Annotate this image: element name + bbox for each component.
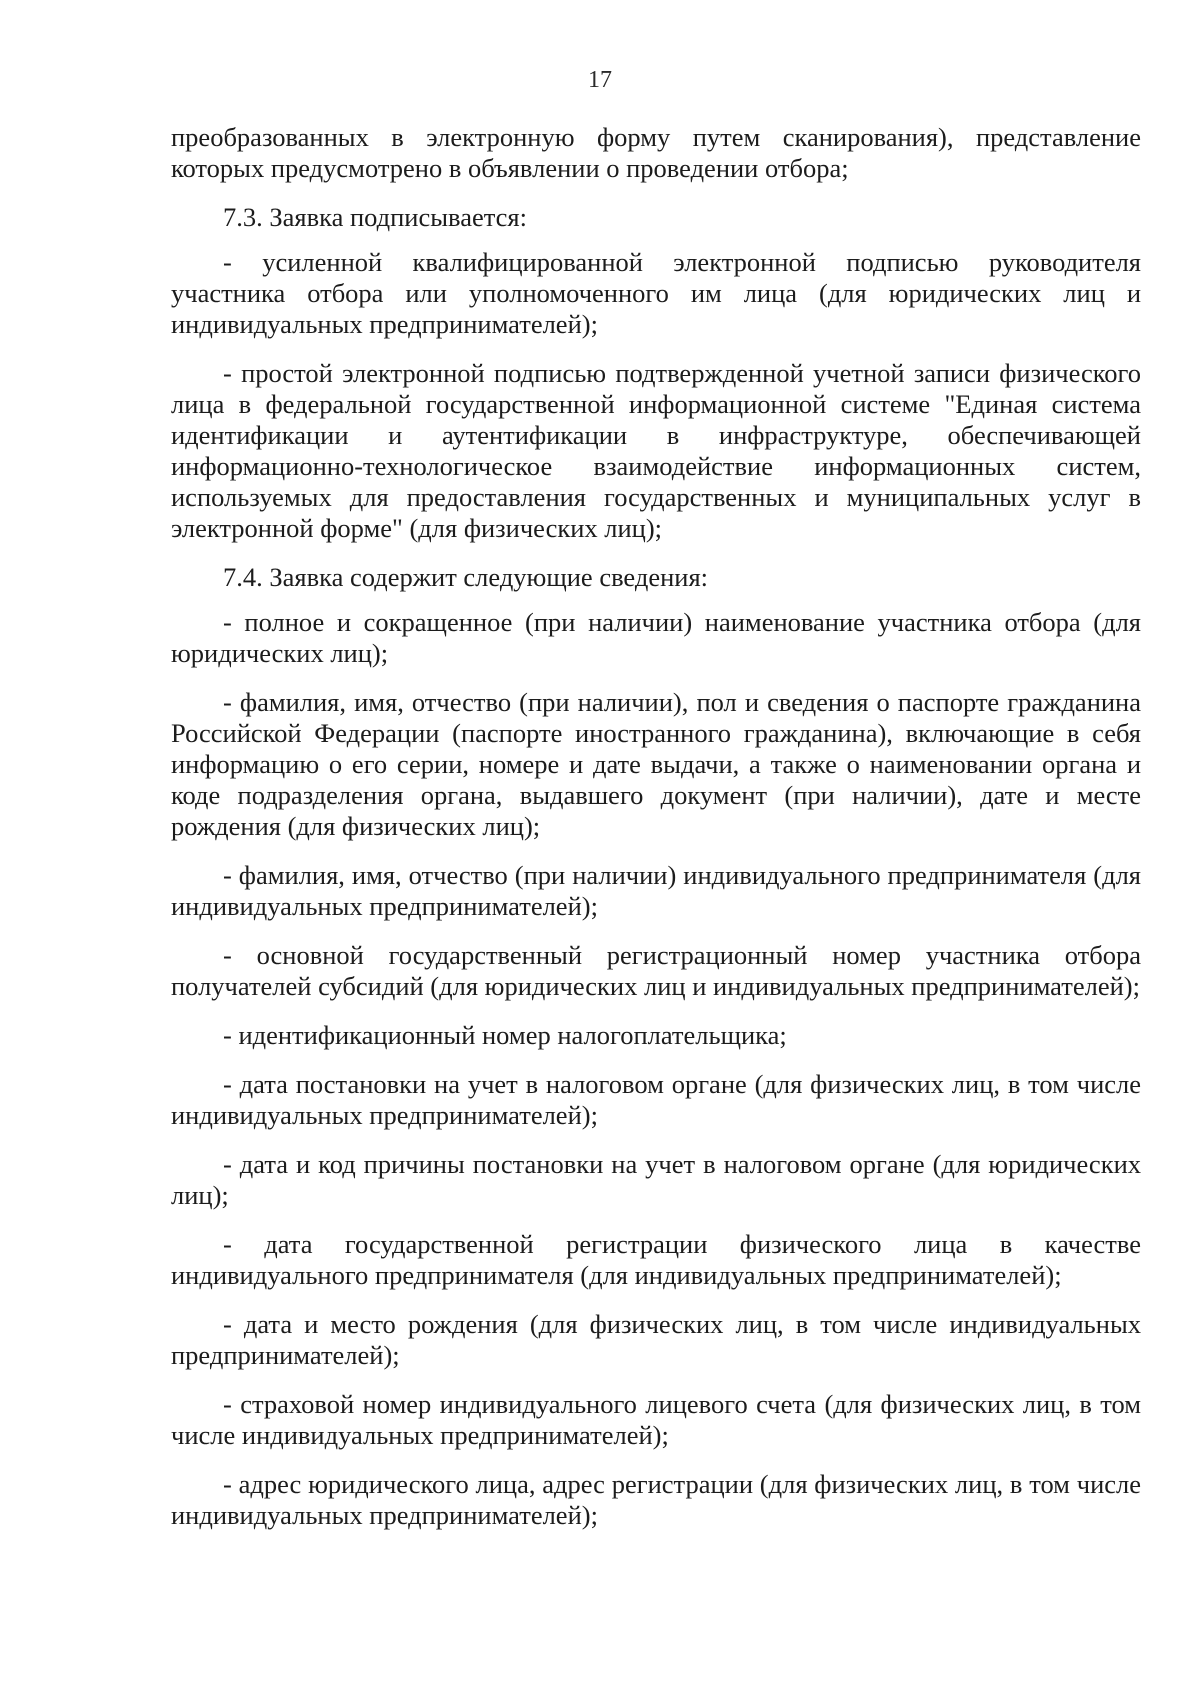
list-item-state-registration-date: - дата государственной регистрации физического лица в качестве индивидуального предпринимателя (для индивидуальных предпринимателей); bbox=[171, 1229, 1141, 1290]
list-item-passport-details: - фамилия, имя, отчество (при наличии), пол и сведения о паспорте гражданина Российской Федерации (паспорте иностранного гражданина), включающие в себя информацию о его серии, номере и дате выдачи, а также о наименовании органа и коде подразделения органа, выдавшего документ (при наличии), дате и месте рождения (для физических лиц); bbox=[171, 687, 1141, 841]
list-item-ogrn: - основной государственный регистрационный номер участника отбора получателей субсидий (для юридических лиц и индивидуальных предпринимателей); bbox=[171, 940, 1141, 1001]
document-body bbox=[171, 122, 1141, 1549]
clause-7-4-heading: 7.4. Заявка содержит следующие сведения: bbox=[223, 562, 709, 592]
list-item-full-name: - полное и сокращенное (при наличии) наименование участника отбора (для юридических лиц); bbox=[171, 607, 1141, 668]
list-item-inn: - идентификационный номер налогоплательщика; bbox=[223, 1020, 787, 1050]
list-item-snils: - страховой номер индивидуального лицевого счета (для физических лиц, в том числе индивидуальных предпринимателей); bbox=[171, 1389, 1141, 1450]
list-item-address: - адрес юридического лица, адрес регистрации (для физических лиц, в том числе индивидуальных предпринимателей); bbox=[171, 1469, 1141, 1530]
list-item-entrepreneur-name: - фамилия, имя, отчество (при наличии) индивидуального предпринимателя (для индивидуальных предпринимателей); bbox=[171, 860, 1141, 921]
list-item-qualified-signature: - усиленной квалифицированной электронной подписью руководителя участника отбора или уполномоченного им лица (для юридических лиц и индивидуальных предпринимателей); bbox=[171, 247, 1141, 339]
clause-7-3-heading: 7.3. Заявка подписывается: bbox=[223, 202, 527, 232]
list-item-simple-signature: - простой электронной подписью подтвержденной учетной записи физического лица в федеральной государственной информационной системе "Единая система идентификации и аутентификации в инфраструктуре, обеспечивающей информационно-технологическое взаимодействие информационных систем, используемых для предоставления государственных и муниципальных услуг в электронной форме" (для физических лиц); bbox=[171, 358, 1141, 543]
paragraph-continuation: преобразованных в электронную форму путем сканирования), представление которых предусмотрено в объявлении о проведении отбора; bbox=[171, 122, 1141, 183]
list-item-tax-registration-date: - дата постановки на учет в налоговом органе (для физических лиц, в том числе индивидуальных предпринимателей); bbox=[171, 1069, 1141, 1130]
list-item-kpp: - дата и код причины постановки на учет в налоговом органе (для юридических лиц); bbox=[171, 1149, 1141, 1210]
page-number: 17 bbox=[588, 67, 612, 93]
list-item-birth-date-place: - дата и место рождения (для физических лиц, в том числе индивидуальных предпринимателей); bbox=[171, 1309, 1141, 1370]
